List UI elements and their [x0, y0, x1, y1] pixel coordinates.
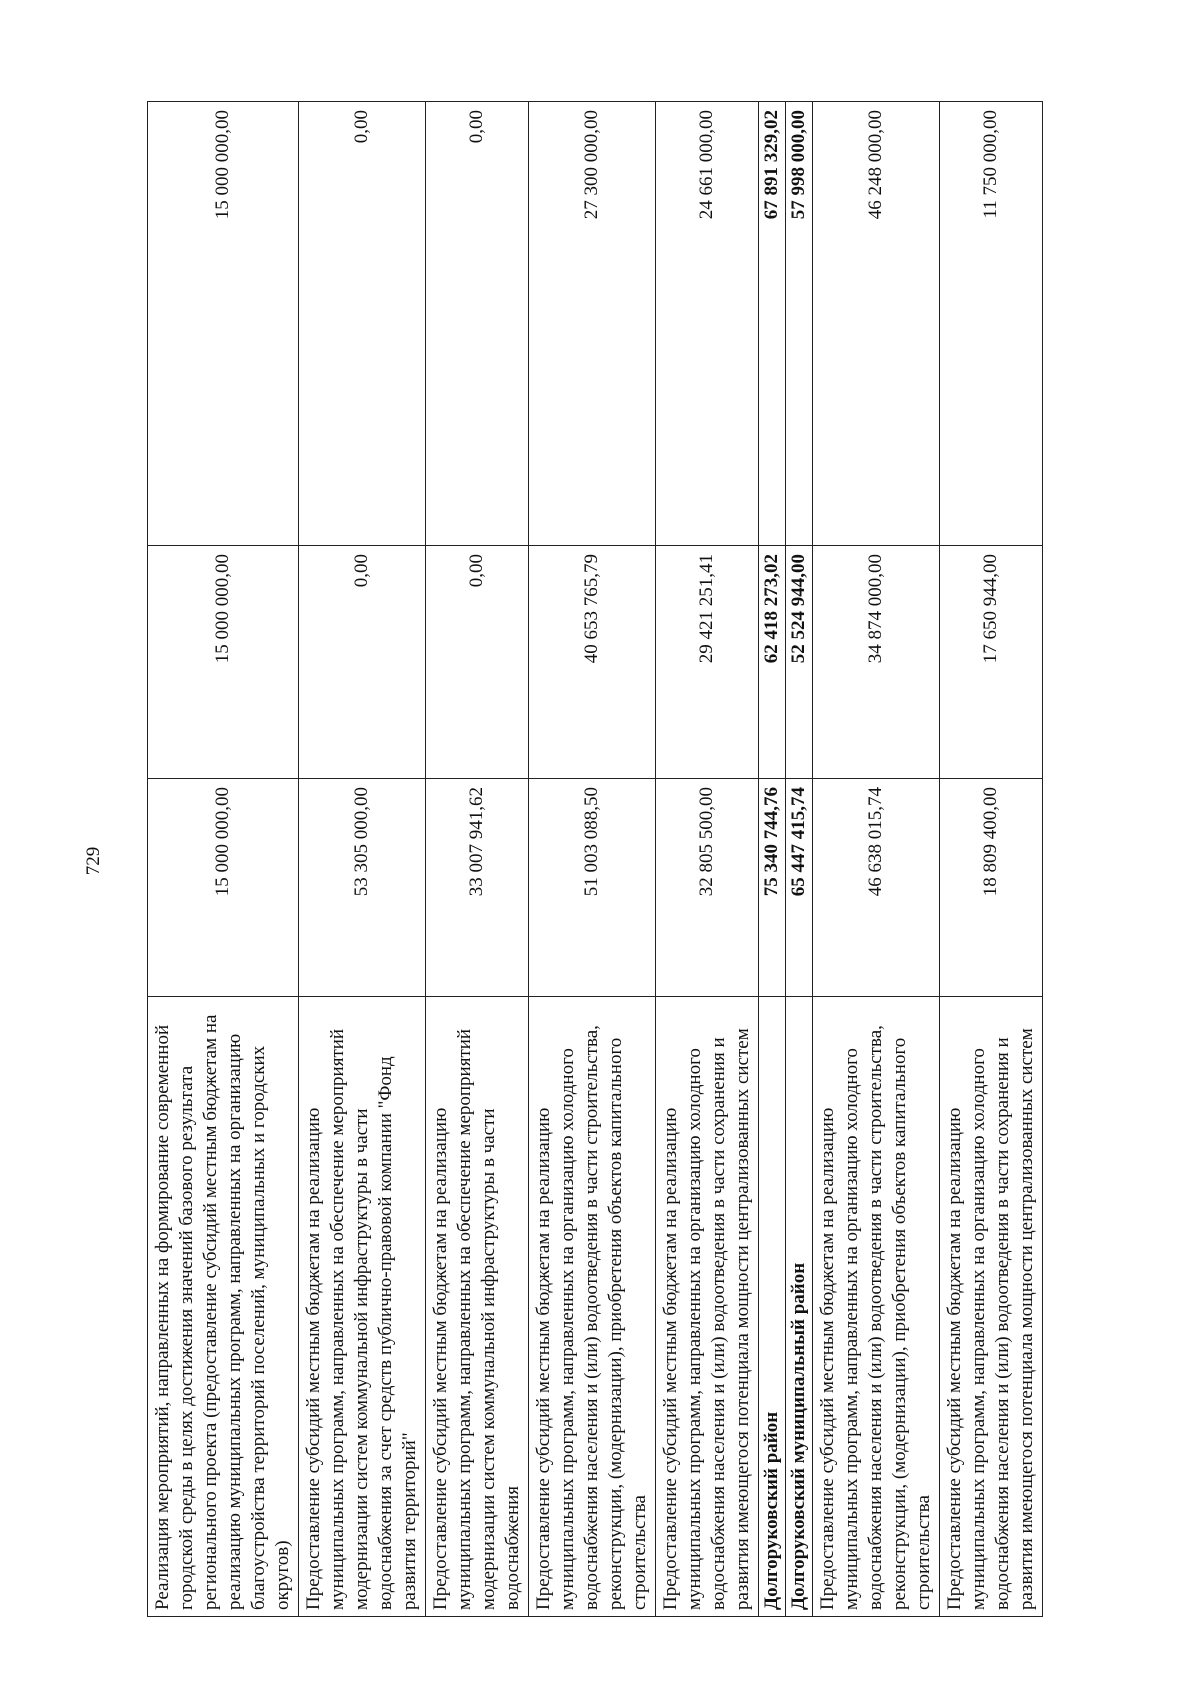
- row-name-cell: Предоставление субсидий местным бюджетам на реализацию муниципальных программ, направленных на обеспечение мероприятий модернизации систем коммунальной инфраструктуры в части водоснабжения: [426, 997, 529, 1617]
- row-value-2024-cell: 18 809 400,00: [940, 779, 1043, 997]
- table-row-total: [759, 102, 786, 1617]
- row-value-2024-cell: 32 805 500,00: [656, 779, 759, 997]
- budget-table-body: [148, 102, 1043, 1617]
- row-value-2025-cell: 52 524 944,00: [786, 546, 813, 779]
- row-name-cell: Предоставление субсидий местным бюджетам на реализацию муниципальных программ, направленных на организацию холодного водоснабжения населения и (или) водоотведения в части строительства, реконструкции, (модернизации), приобретения объектов капитального строительства: [813, 997, 940, 1617]
- row-value-2024-cell: 75 340 744,76: [759, 779, 786, 997]
- row-name-cell: Долгоруковский муниципальный район: [786, 997, 813, 1617]
- row-value-2026-cell: 15 000 000,00: [148, 102, 299, 546]
- table-row: [426, 102, 529, 1617]
- row-value-2026-cell: 11 750 000,00: [940, 102, 1043, 546]
- row-value-2026-cell: 67 891 329,02: [759, 102, 786, 546]
- row-value-2025-cell: 34 874 000,00: [813, 546, 940, 779]
- row-value-2024-cell: 46 638 015,74: [813, 779, 940, 997]
- row-value-2026-cell: 46 248 000,00: [813, 102, 940, 546]
- row-value-2025-cell: 40 653 765,79: [529, 546, 656, 779]
- row-value-2025-cell: 29 421 251,41: [656, 546, 759, 779]
- row-value-2026-cell: 27 300 000,00: [529, 102, 656, 546]
- table-row: [656, 102, 759, 1617]
- row-value-2026-cell: 24 661 000,00: [656, 102, 759, 546]
- row-value-2024-cell: 51 003 088,50: [529, 779, 656, 997]
- page-number: 729: [83, 846, 104, 876]
- row-value-2025-cell: 17 650 944,00: [940, 546, 1043, 779]
- row-name-cell: Реализация мероприятий, направленных на формирование современной городской среды в целях достижения значений базового результата регионального проекта (предоставление субсидий местным бюджетам на реализацию муниципальных программ, направленных на организацию благоустройства территорий поселений, муниципальных и городских округов): [148, 997, 299, 1617]
- row-value-2024-cell: 65 447 415,74: [786, 779, 813, 997]
- table-row: [299, 102, 426, 1617]
- row-value-2024-cell: 53 305 000,00: [299, 779, 426, 997]
- row-name-cell: Предоставление субсидий местным бюджетам на реализацию муниципальных программ, направленных на организацию холодного водоснабжения населения и (или) водоотведения в части сохранения и развития имеющегося потенциала мощности централизованных систем: [940, 997, 1043, 1617]
- table-row: [940, 102, 1043, 1617]
- budget-table: [147, 101, 1043, 1617]
- row-value-2026-cell: 0,00: [299, 102, 426, 546]
- row-value-2025-cell: 0,00: [426, 546, 529, 779]
- row-value-2026-cell: 0,00: [426, 102, 529, 546]
- table-row: [813, 102, 940, 1617]
- row-name-cell: Долгоруковский район: [759, 997, 786, 1617]
- row-name-cell: Предоставление субсидий местным бюджетам на реализацию муниципальных программ, направленных на обеспечение мероприятий модернизации систем коммунальной инфраструктуры в части водоснабжения за счет средств публично-правовой компании "Фонд развития территорий": [299, 997, 426, 1617]
- budget-table-container: [147, 102, 1037, 1617]
- row-value-2026-cell: 57 998 000,00: [786, 102, 813, 546]
- row-value-2024-cell: 15 000 000,00: [148, 779, 299, 997]
- table-row: [148, 102, 299, 1617]
- row-value-2025-cell: 15 000 000,00: [148, 546, 299, 779]
- row-value-2025-cell: 0,00: [299, 546, 426, 779]
- row-value-2025-cell: 62 418 273,02: [759, 546, 786, 779]
- table-row-total: [786, 102, 813, 1617]
- row-value-2024-cell: 33 007 941,62: [426, 779, 529, 997]
- row-name-cell: Предоставление субсидий местным бюджетам на реализацию муниципальных программ, направленных на организацию холодного водоснабжения населения и (или) водоотведения в части сохранения и развития имеющегося потенциала мощности централизованных систем: [656, 997, 759, 1617]
- row-name-cell: Предоставление субсидий местным бюджетам на реализацию муниципальных программ, направленных на организацию холодного водоснабжения населения и (или) водоотведения в части строительства, реконструкции, (модернизации), приобретения объектов капитального строительства: [529, 997, 656, 1617]
- table-row: [529, 102, 656, 1617]
